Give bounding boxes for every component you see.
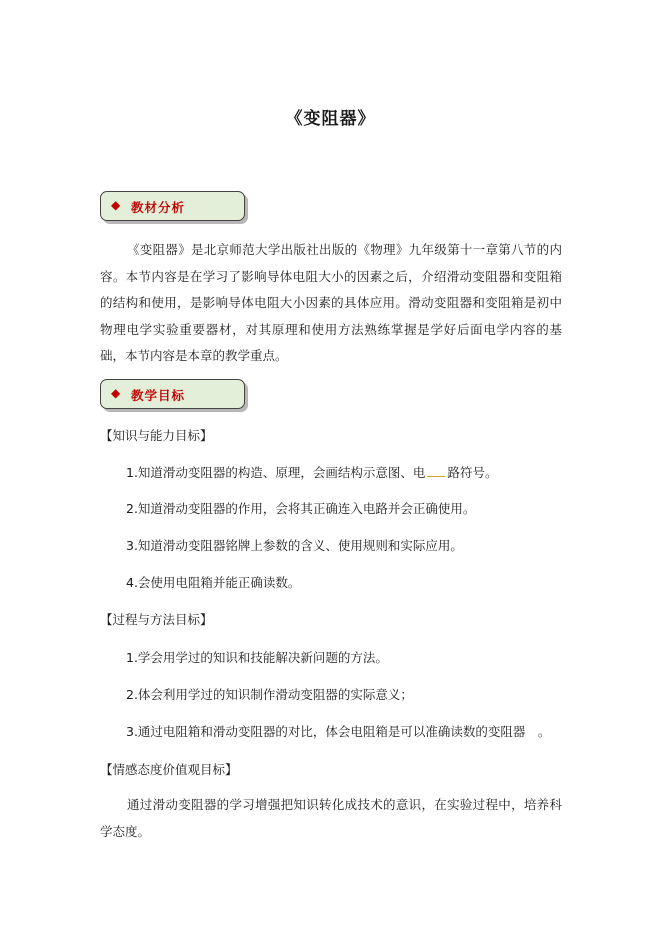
emotion-attitude-heading: 【情感态度价值观目标】 [100,762,238,777]
knowledge-item-3: 3.知道滑动变阻器铭牌上参数的含义、使用规则和实际应用。 [126,538,463,553]
process-item-1: 1.学会用学过的知识和技能解决新问题的方法。 [126,650,388,665]
process-item-3: 3.通过电阻箱和滑动变阻器的对比，体会电阻箱是可以准确读数的变阻器 。 [126,724,551,739]
section-header-textbook-analysis [100,191,245,221]
page-title: 《变阻器》 [285,109,376,129]
knowledge-item-2: 2.知道滑动变阻器的作用，会将其正确连入电路并会正确使用。 [126,501,476,516]
diamond-icon: ◆ [111,386,121,400]
process-item-2: 2.体会利用学过的知识制作滑动变阻器的实际意义； [126,687,413,702]
textbook-analysis-paragraph: 《变阻器》是北京师范大学出版社出版的《物理》九年级第十一章第八节的内容。本节内容是在学习了影响导体电阻大小的因素之后，介绍滑动变阻器和变阻箱的结构和使用，是影响导体电阻大小因素的具体应用。滑动变阻器和变阻箱是初中物理电学实验重要器材，对其原理和使用方法熟练掌握是学好后面电学内容的基础，本节内容是本章的教学重点。 [100,242,562,363]
knowledge-ability-heading: 【知识与能力目标】 [100,428,213,443]
section-label: 教材分析 [131,200,186,215]
knowledge-item-4: 4.会使用电阻箱并能正确读数。 [126,575,301,590]
knowledge-item-1 [126,465,497,481]
knowledge-item-1-text: 1.知道滑动变阻器的构造、原理，会画结构示意图、电 [126,465,426,480]
process-method-heading: 【过程与方法目标】 [100,612,213,627]
knowledge-item-1-text-end: 路符号。 [447,465,498,480]
emotion-attitude-paragraph: 通过滑动变阻器的学习增强把知识转化成技术的意识，在实验过程中，培养科学态度。 [100,797,562,839]
section-header-teaching-objectives [100,379,245,409]
section-label: 教学目标 [131,388,186,403]
diamond-icon: ◆ [111,198,121,212]
blank-underline [427,466,445,477]
